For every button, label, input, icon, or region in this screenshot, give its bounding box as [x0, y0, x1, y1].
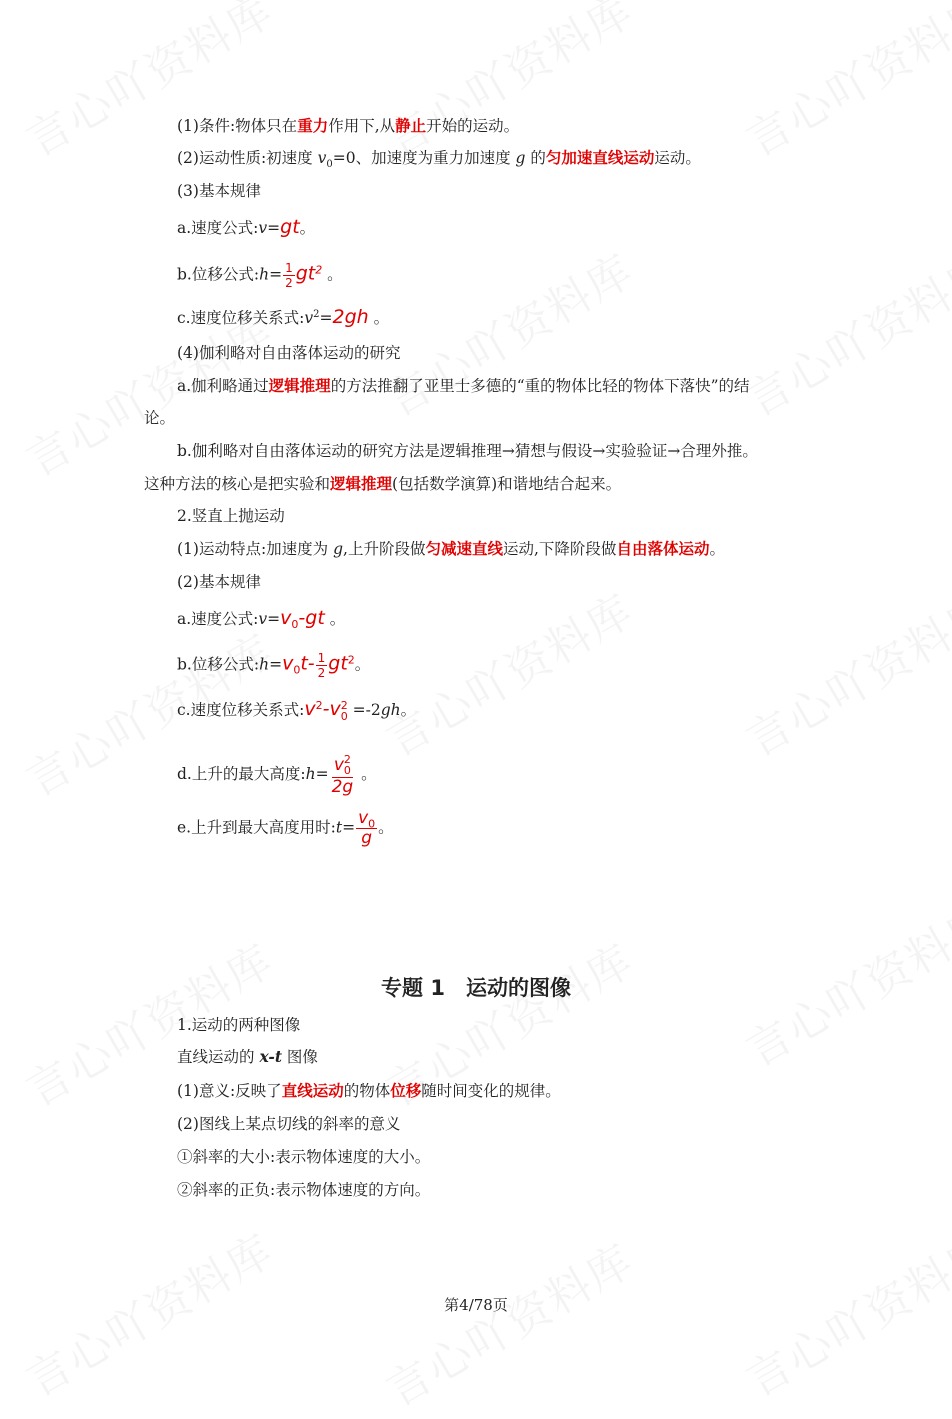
- free-fall-condition: (1)条件:物体只在重力作用下,从静止开始的运动。: [177, 116, 520, 135]
- xt-graph-heading: 直线运动的 x-t 图像: [177, 1047, 318, 1066]
- vt-displacement-formula: b.位移公式$:h=v_0t-$ $\frac{1}{2}$ $gt^2$。: [177, 651, 371, 680]
- galileo-point-a: a.伽利略通过逻辑推理的方法推翻了亚里士多德的“重的物体比轻的物体下落快”的结: [177, 376, 750, 395]
- graphs-heading: 1.运动的两种图像: [177, 1016, 301, 1034]
- displacement-formula: b.位移公式:h= $\frac{1}{2}$ $gt^2$ 。: [177, 261, 343, 290]
- velocity-displacement-formula: c.速度位移关系式$:v^2=2gh$ 。: [177, 306, 390, 328]
- vertical-throw-heading: 2.竖直上抛运动: [177, 507, 285, 525]
- page-number: 第4/78页: [444, 1296, 508, 1314]
- galileo-point-b: b.伽利略对自由落体运动的研究方法是逻辑推理→猜想与假设→实验验证→合理外推。: [177, 442, 758, 460]
- slope-meaning-heading: (2)图线上某点切线的斜率的意义: [177, 1115, 401, 1133]
- free-fall-nature: (2)运动性质:初速度 $v_0=0$、加速度为重力加速度 g 的匀加速直线运动运动。: [177, 148, 701, 171]
- vt-max-height: d.上升的最大高度:h= v 2 0 2g 。: [177, 753, 377, 797]
- vt-velocity-formula: a.速度公式$:v=v_0-gt$ 。: [177, 607, 346, 632]
- section-heading: 专题 1 运动的图像: [381, 976, 571, 1000]
- vertical-throw-laws: (2)基本规律: [177, 573, 261, 591]
- slope-sign: ②斜率的正负:表示物体速度的方向。: [177, 1181, 431, 1199]
- vt-time-to-max: e.上升到最大高度用时:t= $\frac{v_0}{g}$ 。: [177, 808, 394, 848]
- velocity-formula: a.速度公式:v=gt。: [177, 216, 316, 238]
- galileo-point-b-cont: 这种方法的核心是把实验和逻辑推理(包括数学演算)和谐地结合起来。: [144, 474, 622, 493]
- xt-meaning: (1)意义:反映了直线运动的物体位移随时间变化的规律。: [177, 1081, 561, 1100]
- fraction: $\frac{1}{2}$: [317, 651, 326, 680]
- fraction: $\frac{1}{2}$: [285, 261, 293, 290]
- basic-laws-heading: (3)基本规律: [177, 182, 261, 200]
- vt-velocity-displacement-formula: c.速度位移关系式$:v^2-v$ 2 0 =-2gh。: [177, 698, 417, 723]
- sub-sup-stack: 2 0: [340, 699, 348, 723]
- galileo-point-a-cont: 论。: [144, 409, 176, 427]
- vertical-throw-features: (1)运动特点:加速度为 g,上升阶段做匀减速直线运动,下降阶段做自由落体运动。: [177, 539, 725, 558]
- fraction: v 2 0 2g: [331, 753, 354, 797]
- fraction: $\frac{v_0}{g}$: [358, 808, 376, 848]
- slope-magnitude: ①斜率的大小:表示物体速度的大小。: [177, 1148, 431, 1166]
- galileo-heading: (4)伽利略对自由落体运动的研究: [177, 344, 401, 362]
